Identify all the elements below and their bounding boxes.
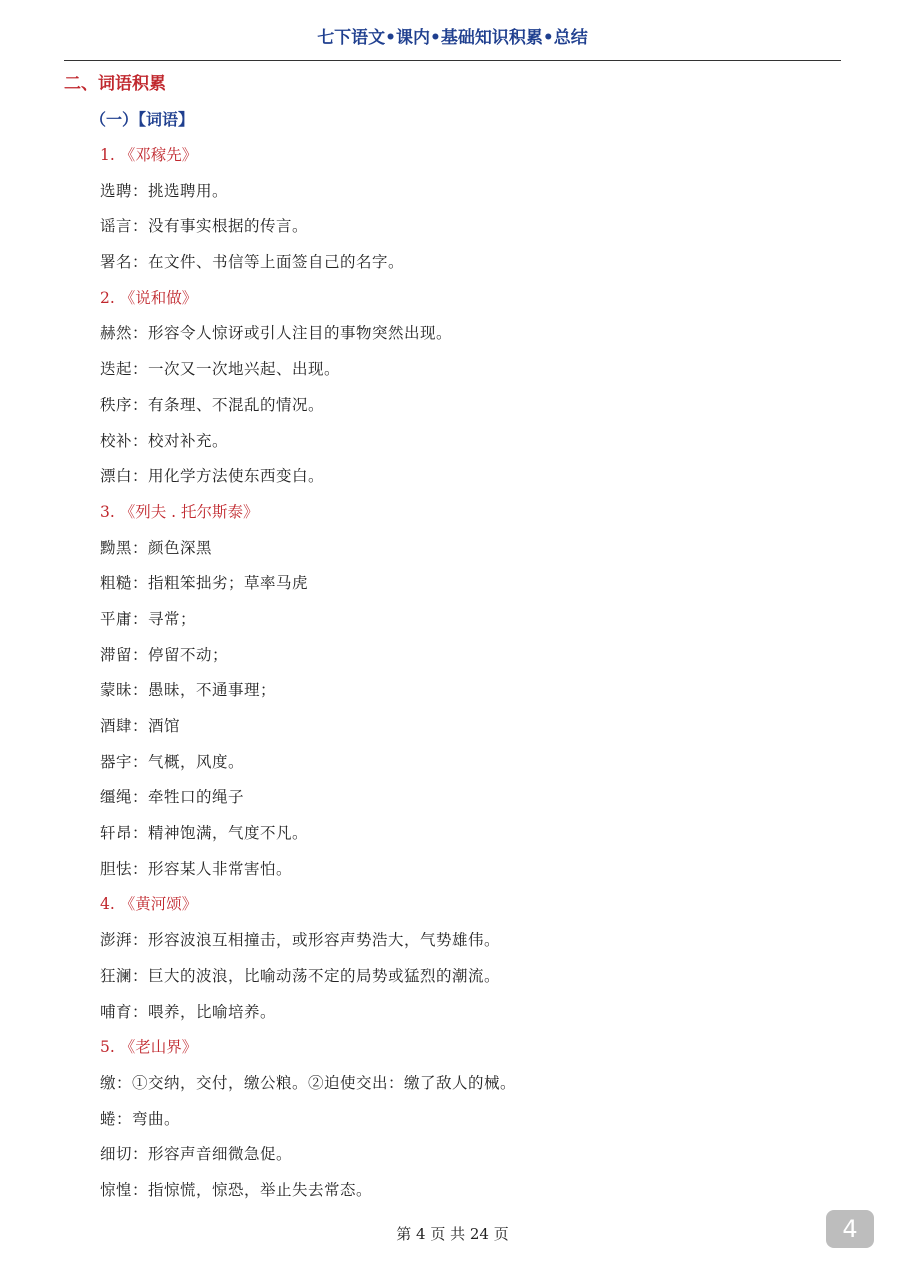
vocabulary-entry: 滞留：停留不动； [100,645,229,664]
vocabulary-entry: 细切：形容声音细微急促。 [100,1145,293,1164]
vocabulary-entry: 缴：①交纳，交付，缴公粮。②迫使交出：缴了敌人的械。 [100,1073,517,1092]
vocabulary-entry: 署名：在文件、书信等上面签自己的名字。 [100,253,405,272]
lesson-block [64,887,844,1030]
vocabulary-entry: 哺育：喂养，比喻培养。 [100,1002,277,1021]
vocabulary-entry: 黝黑：颜色深黑 [100,538,213,557]
section-subtitle: （一）【词语】 [90,110,195,129]
header-title: 七下语文•课内•基础知识积累•总结 [317,28,588,48]
vocabulary-entry: 选聘：挑选聘用。 [100,181,229,200]
document-body [64,66,844,1209]
lesson-list [64,138,844,1209]
lesson-block [64,138,844,281]
page-header [64,24,841,60]
lesson-block [64,1030,844,1208]
lesson-title: 2. 《说和做》 [100,288,198,307]
vocabulary-entry: 迭起：一次又一次地兴起、出现。 [100,360,341,379]
vocabulary-entry: 酒肆：酒馆 [100,717,181,735]
lesson-title: 1. 《邓稼先》 [100,146,198,164]
vocabulary-entry: 赫然：形容令人惊讶或引人注目的事物突然出现。 [100,324,453,343]
lesson-title: 3. 《列夫 . 托尔斯泰》 [100,502,259,521]
page-footer: 第 4 页 共 24 页 [396,1225,509,1243]
lesson-block [64,281,844,495]
vocabulary-entry: 缰绳：牵牲口的绳子 [100,788,245,807]
vocabulary-entry: 澎湃：形容波浪互相撞击，或形容声势浩大，气势雄伟。 [100,931,501,950]
page-number-badge: 4 [826,1210,874,1248]
lesson-title: 5. 《老山界》 [100,1038,198,1057]
vocabulary-entry: 秩序：有条理、不混乱的情况。 [100,395,325,414]
vocabulary-entry: 轩昂：精神饱满，气度不凡。 [100,824,309,843]
vocabulary-entry: 粗糙：指粗笨拙劣；草率马虎 [100,574,309,593]
vocabulary-entry: 漂白：用化学方法使东西变白。 [100,467,325,486]
vocabulary-entry: 蜷：弯曲。 [100,1109,181,1128]
vocabulary-entry: 胆怯：形容某人非常害怕。 [100,859,293,878]
vocabulary-entry: 校补：校对补充。 [100,431,229,450]
vocabulary-entry: 谣言：没有事实根据的传言。 [100,217,309,236]
section-title: 二、词语积累 [64,74,166,94]
vocabulary-entry: 狂澜：巨大的波浪，比喻动荡不定的局势或猛烈的潮流。 [100,966,501,985]
vocabulary-entry: 蒙昧：愚昧，不通事理； [100,681,277,700]
lesson-block [64,495,844,888]
vocabulary-entry: 器宇：气概，风度。 [100,752,245,771]
header-divider [64,60,841,61]
vocabulary-entry: 惊惶：指惊慌，惊恐，举止失去常态。 [100,1180,373,1199]
lesson-title: 4. 《黄河颂》 [100,895,198,914]
vocabulary-entry: 平庸：寻常； [100,609,197,628]
